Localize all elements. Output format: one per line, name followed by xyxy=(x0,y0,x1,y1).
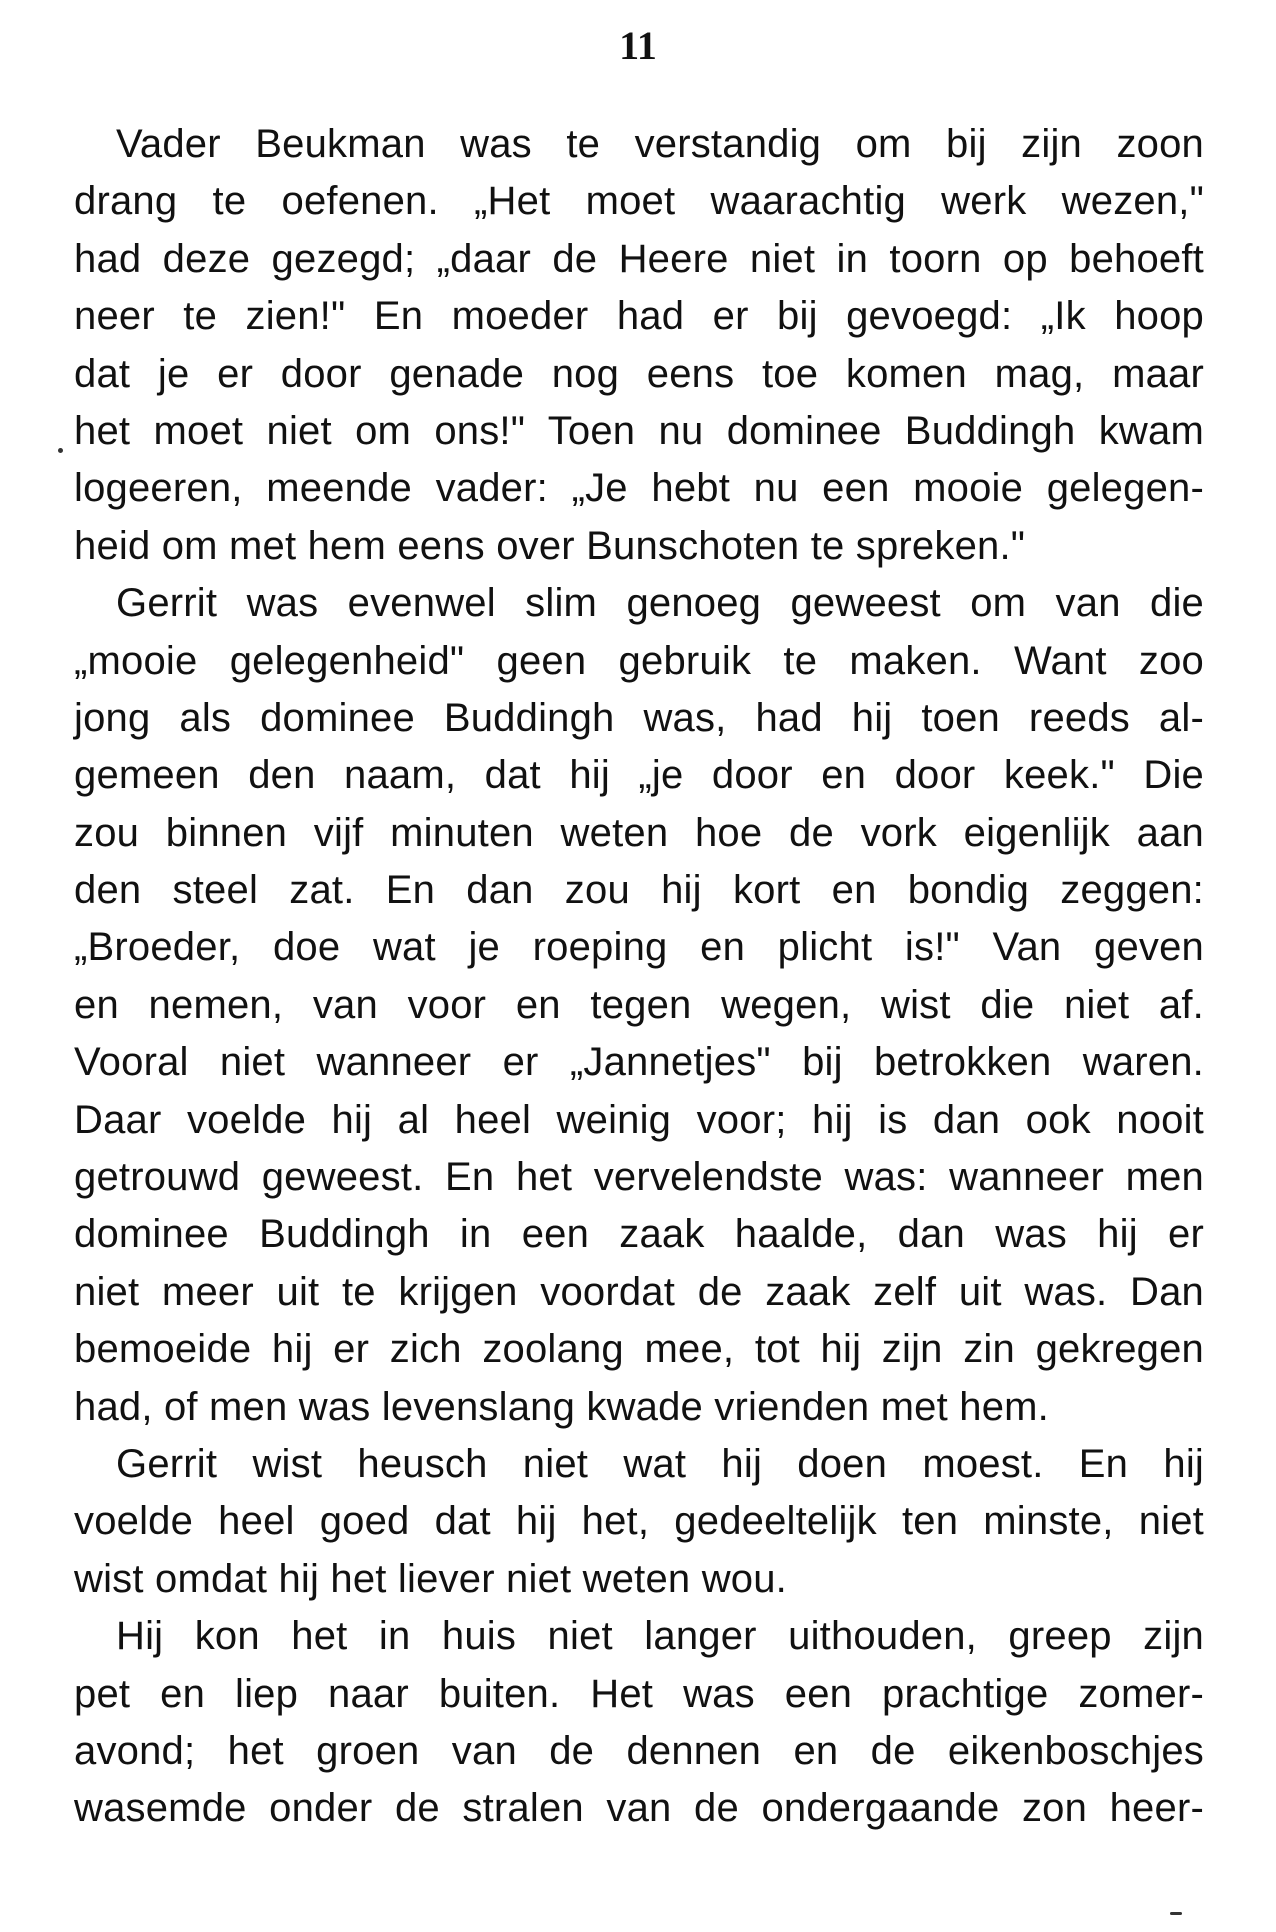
text-line: en nemen, van voor en tegen wegen, wist die niet af. xyxy=(74,982,1204,1027)
text-line: neer te zien!" En moeder had er bij gevoegd: „Ik hoop xyxy=(74,294,1204,339)
text-line: voelde heel goed dat hij het, gedeeltelijk ten minste, niet xyxy=(74,1499,1204,1544)
text-line: dominee Buddingh in een zaak haalde, dan was hij er xyxy=(74,1212,1204,1257)
page-number: 11 xyxy=(619,23,657,68)
text-line: het moet niet om ons!" Toen nu dominee Buddingh kwam xyxy=(74,408,1204,453)
text-line: niet meer uit te krijgen voordat de zaak zelf uit was. Dan xyxy=(74,1269,1204,1314)
text-line: Hij kon het in huis niet langer uithouden, greep zijn xyxy=(116,1614,1204,1659)
text-line: „Broeder, doe wat je roeping en plicht is!" Van geven xyxy=(74,925,1204,970)
text-line: Vooral niet wanneer er „Jannetjes" bij betrokken waren. xyxy=(74,1040,1204,1085)
text-line: Gerrit was evenwel slim genoeg geweest om van die xyxy=(116,581,1204,626)
text-line: drang te oefenen. „Het moet waarachtig werk wezen," xyxy=(74,179,1204,224)
text-line: heid om met hem eens over Bunschoten te spreken." xyxy=(74,523,1026,568)
text-line: Vader Beukman was te verstandig om bij zijn zoon xyxy=(116,122,1204,166)
text-line: logeeren, meende vader: „Je hebt nu een mooie gelegen- xyxy=(74,466,1204,511)
text-line: had, of men was levenslang kwade vrienden met hem. xyxy=(74,1384,1049,1429)
speck xyxy=(58,448,63,453)
body-text xyxy=(74,116,1204,1838)
text-line: Gerrit wist heusch niet wat hij doen moest. En hij xyxy=(116,1441,1204,1486)
speck xyxy=(1170,1912,1182,1915)
text-line: den steel zat. En dan zou hij kort en bondig zeggen: xyxy=(74,868,1204,913)
text-line: wist omdat hij het liever niet weten wou. xyxy=(74,1556,787,1601)
text-line: had deze gezegd; „daar de Heere niet in toorn op behoeft xyxy=(74,236,1204,281)
text-line: pet en liep naar buiten. Het was een prachtige zomer- xyxy=(74,1671,1204,1716)
text-line: getrouwd geweest. En het vervelendste was: wanneer men xyxy=(74,1155,1204,1200)
text-line: avond; het groen van de dennen en de eikenboschjes xyxy=(74,1728,1204,1773)
text-line: bemoeide hij er zich zoolang mee, tot hij zijn zin gekregen xyxy=(74,1327,1204,1372)
text-line: gemeen den naam, dat hij „je door en door keek." Die xyxy=(74,753,1204,798)
text-line: „mooie gelegenheid" geen gebruik te maken. Want zoo xyxy=(74,638,1204,683)
text-line: wasemde onder de stralen van de ondergaande zon heer- xyxy=(74,1786,1204,1831)
text-line: jong als dominee Buddingh was, had hij toen reeds al- xyxy=(74,695,1204,740)
text-line: zou binnen vijf minuten weten hoe de vork eigenlijk aan xyxy=(74,810,1204,855)
text-line: dat je er door genade nog eens toe komen mag, maar xyxy=(74,351,1204,396)
text-line: Daar voelde hij al heel weinig voor; hij is dan ook nooit xyxy=(74,1097,1204,1142)
